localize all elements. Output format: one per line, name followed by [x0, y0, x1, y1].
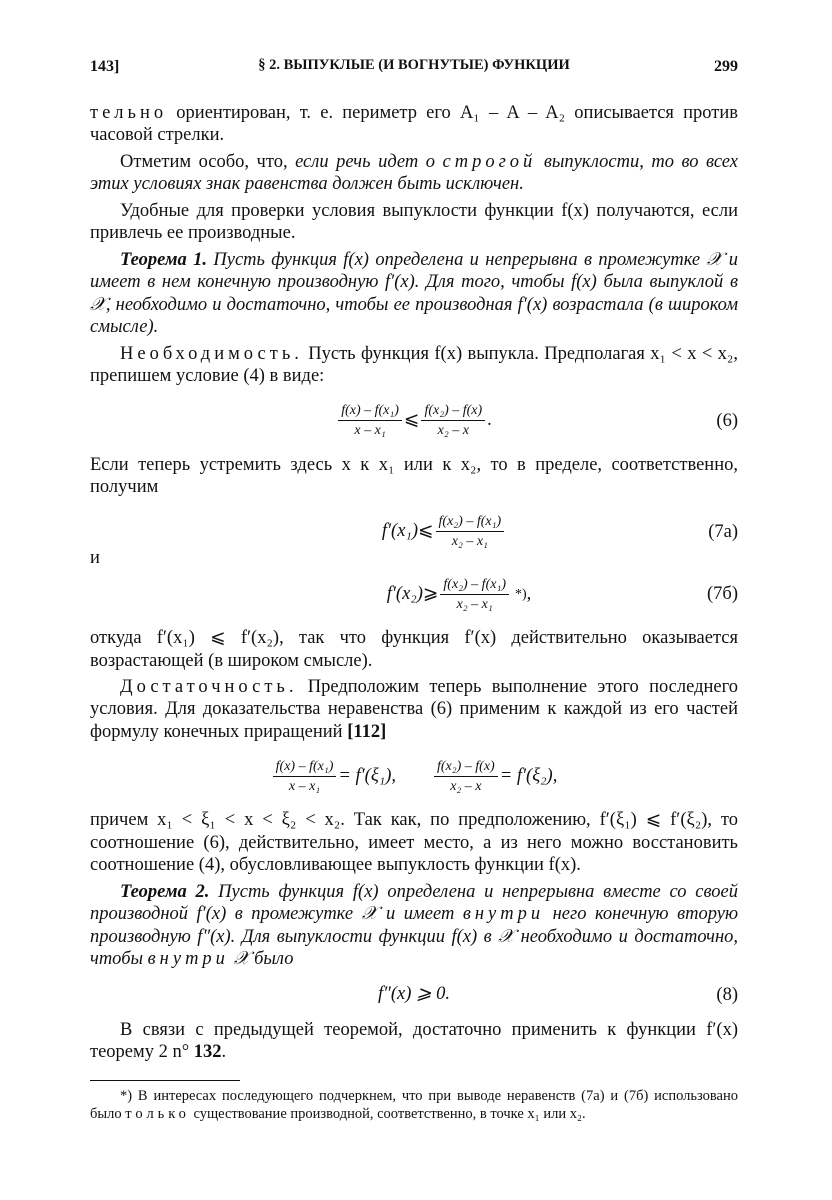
- paragraph-continuation: тельно ориентирован, т. е. периметр его A₁ – A – A₂ описывается против часовой стрелки.: [90, 103, 738, 146]
- equation-6: $\frac{\text{f(x) – f(x₁)}}{\text{x – x₁}}$ ⩽ $\frac{\text{f(x₂) – f(x)}}{\text{x₂ – x}}$ . (6): [90, 392, 738, 450]
- paragraph-increasing: откуда f′(x₁) ⩽ f′(x₂), так что функция f′(x) действительно оказывается возрастающей (в широком смысле).: [90, 628, 738, 671]
- theorem-2: Теорема 2. Пусть функция f(x) определена и непрерывна вместе со своей производной f′(x) в промежутке 𝒳 и имеет внутри него конечную вторую производную f″(x). Для выпуклости функции f(x) в 𝒳 необходимо и достаточно, чтобы внутри 𝒳 было: [90, 881, 738, 970]
- equation-7b-tag: (7б): [707, 583, 738, 604]
- footnote-divider: [90, 1080, 240, 1081]
- paragraph-sufficiency: Достаточность. Предположим теперь выполнение этого последнего условия. Для доказательства неравенства (6) применим к каждой из его частей формулу конечных приращений [112]: [90, 676, 738, 742]
- section-number: 143]: [90, 58, 120, 75]
- theorem-1-text: Пусть функция f(x) определена и непрерывна в промежутке 𝒳 и имеет в нем конечную производную f′(x). Для того, чтобы f(x) была выпуклой в 𝒳, необходимо и достаточно, чтобы ее производная f′(x) возрастала (в широком смысле).: [90, 249, 739, 338]
- running-header: [90, 57, 738, 81]
- section-title: § 2. ВЫПУКЛЫЕ (И ВОГНУТЫЕ) ФУНКЦИИ: [258, 57, 570, 73]
- theorem-2-label: Теорема 2.: [120, 881, 210, 902]
- equation-8-tag: (8): [716, 984, 738, 1005]
- conjunction-and: и: [90, 547, 100, 568]
- paragraph-final: В связи с предыдущей теоремой, достаточно применить к функции f′(x) теорему 2 n° 132.: [90, 1019, 738, 1063]
- reference-132: 132: [193, 1042, 222, 1063]
- paragraph-strict-convexity: Отметим особо, что, если речь идет о строгой выпуклости, то во всех этих условиях знак равенства должен быть исключен.: [90, 151, 738, 195]
- equation-6-tag: (6): [716, 410, 738, 431]
- equation-7b: f′(x₂) ⩾ $\frac{\text{f(x₂) – f(x₁)}}{\text{x₂ – x₁}}$ *) , (7б): [386, 576, 738, 612]
- footnote-mark: *): [514, 586, 527, 602]
- equation-8: f″(x) ⩾ 0. (8): [377, 984, 738, 1005]
- equation-7a: f′(x₁) ⩽ $\frac{\text{f(x₂) – f(x₁)}}{\text{x₂ – x₁}}$ (7а): [381, 514, 738, 550]
- paragraph-limit: Если теперь устремить здесь x к x₁ или к x₂, то в пределе, соответственно, получим: [90, 454, 738, 498]
- paragraph-necessity: Необходимость. Пусть функция f(x) выпукла. Предполагая x₁ < x < x₂, препишем условие (4) в виде:: [90, 343, 738, 387]
- equation-finite-increments: $\frac{\text{f(x) – f(x₁)}}{\text{x – x₁}}$ = f′(ξ₁), $\frac{\text{f(x₂) – f(x)}}{\text{x₂ – x}}$ = f′(ξ₂),: [90, 747, 738, 805]
- equation-7a-tag: (7а): [708, 521, 738, 542]
- reference-112: [112]: [347, 721, 387, 742]
- theorem-1-label: Теорема 1.: [120, 249, 208, 270]
- paragraph-conclusion: причем x₁ < ξ₁ < x < ξ₂ < x₂. Так как, по предположению, f′(ξ₁) ⩽ f′(ξ₂), то соотношение (6), действительно, имеет место, а из него можно восстановить соотношение (4), обусловливающее выпуклость функции f(x).: [90, 810, 738, 876]
- page-number: 299: [714, 58, 738, 75]
- paragraph-derivatives-intro: Удобные для проверки условия выпуклости функции f(x) получаются, если привлечь ее производные.: [90, 200, 738, 244]
- theorem-1: [90, 249, 738, 339]
- footnote: *) В интересах последующего подчеркнем, что при выводе неравенств (7а) и (7б) использовано было только существование производной, соответственно, в точке x₁ или x₂.: [90, 1087, 738, 1123]
- page-body: [90, 102, 738, 1124]
